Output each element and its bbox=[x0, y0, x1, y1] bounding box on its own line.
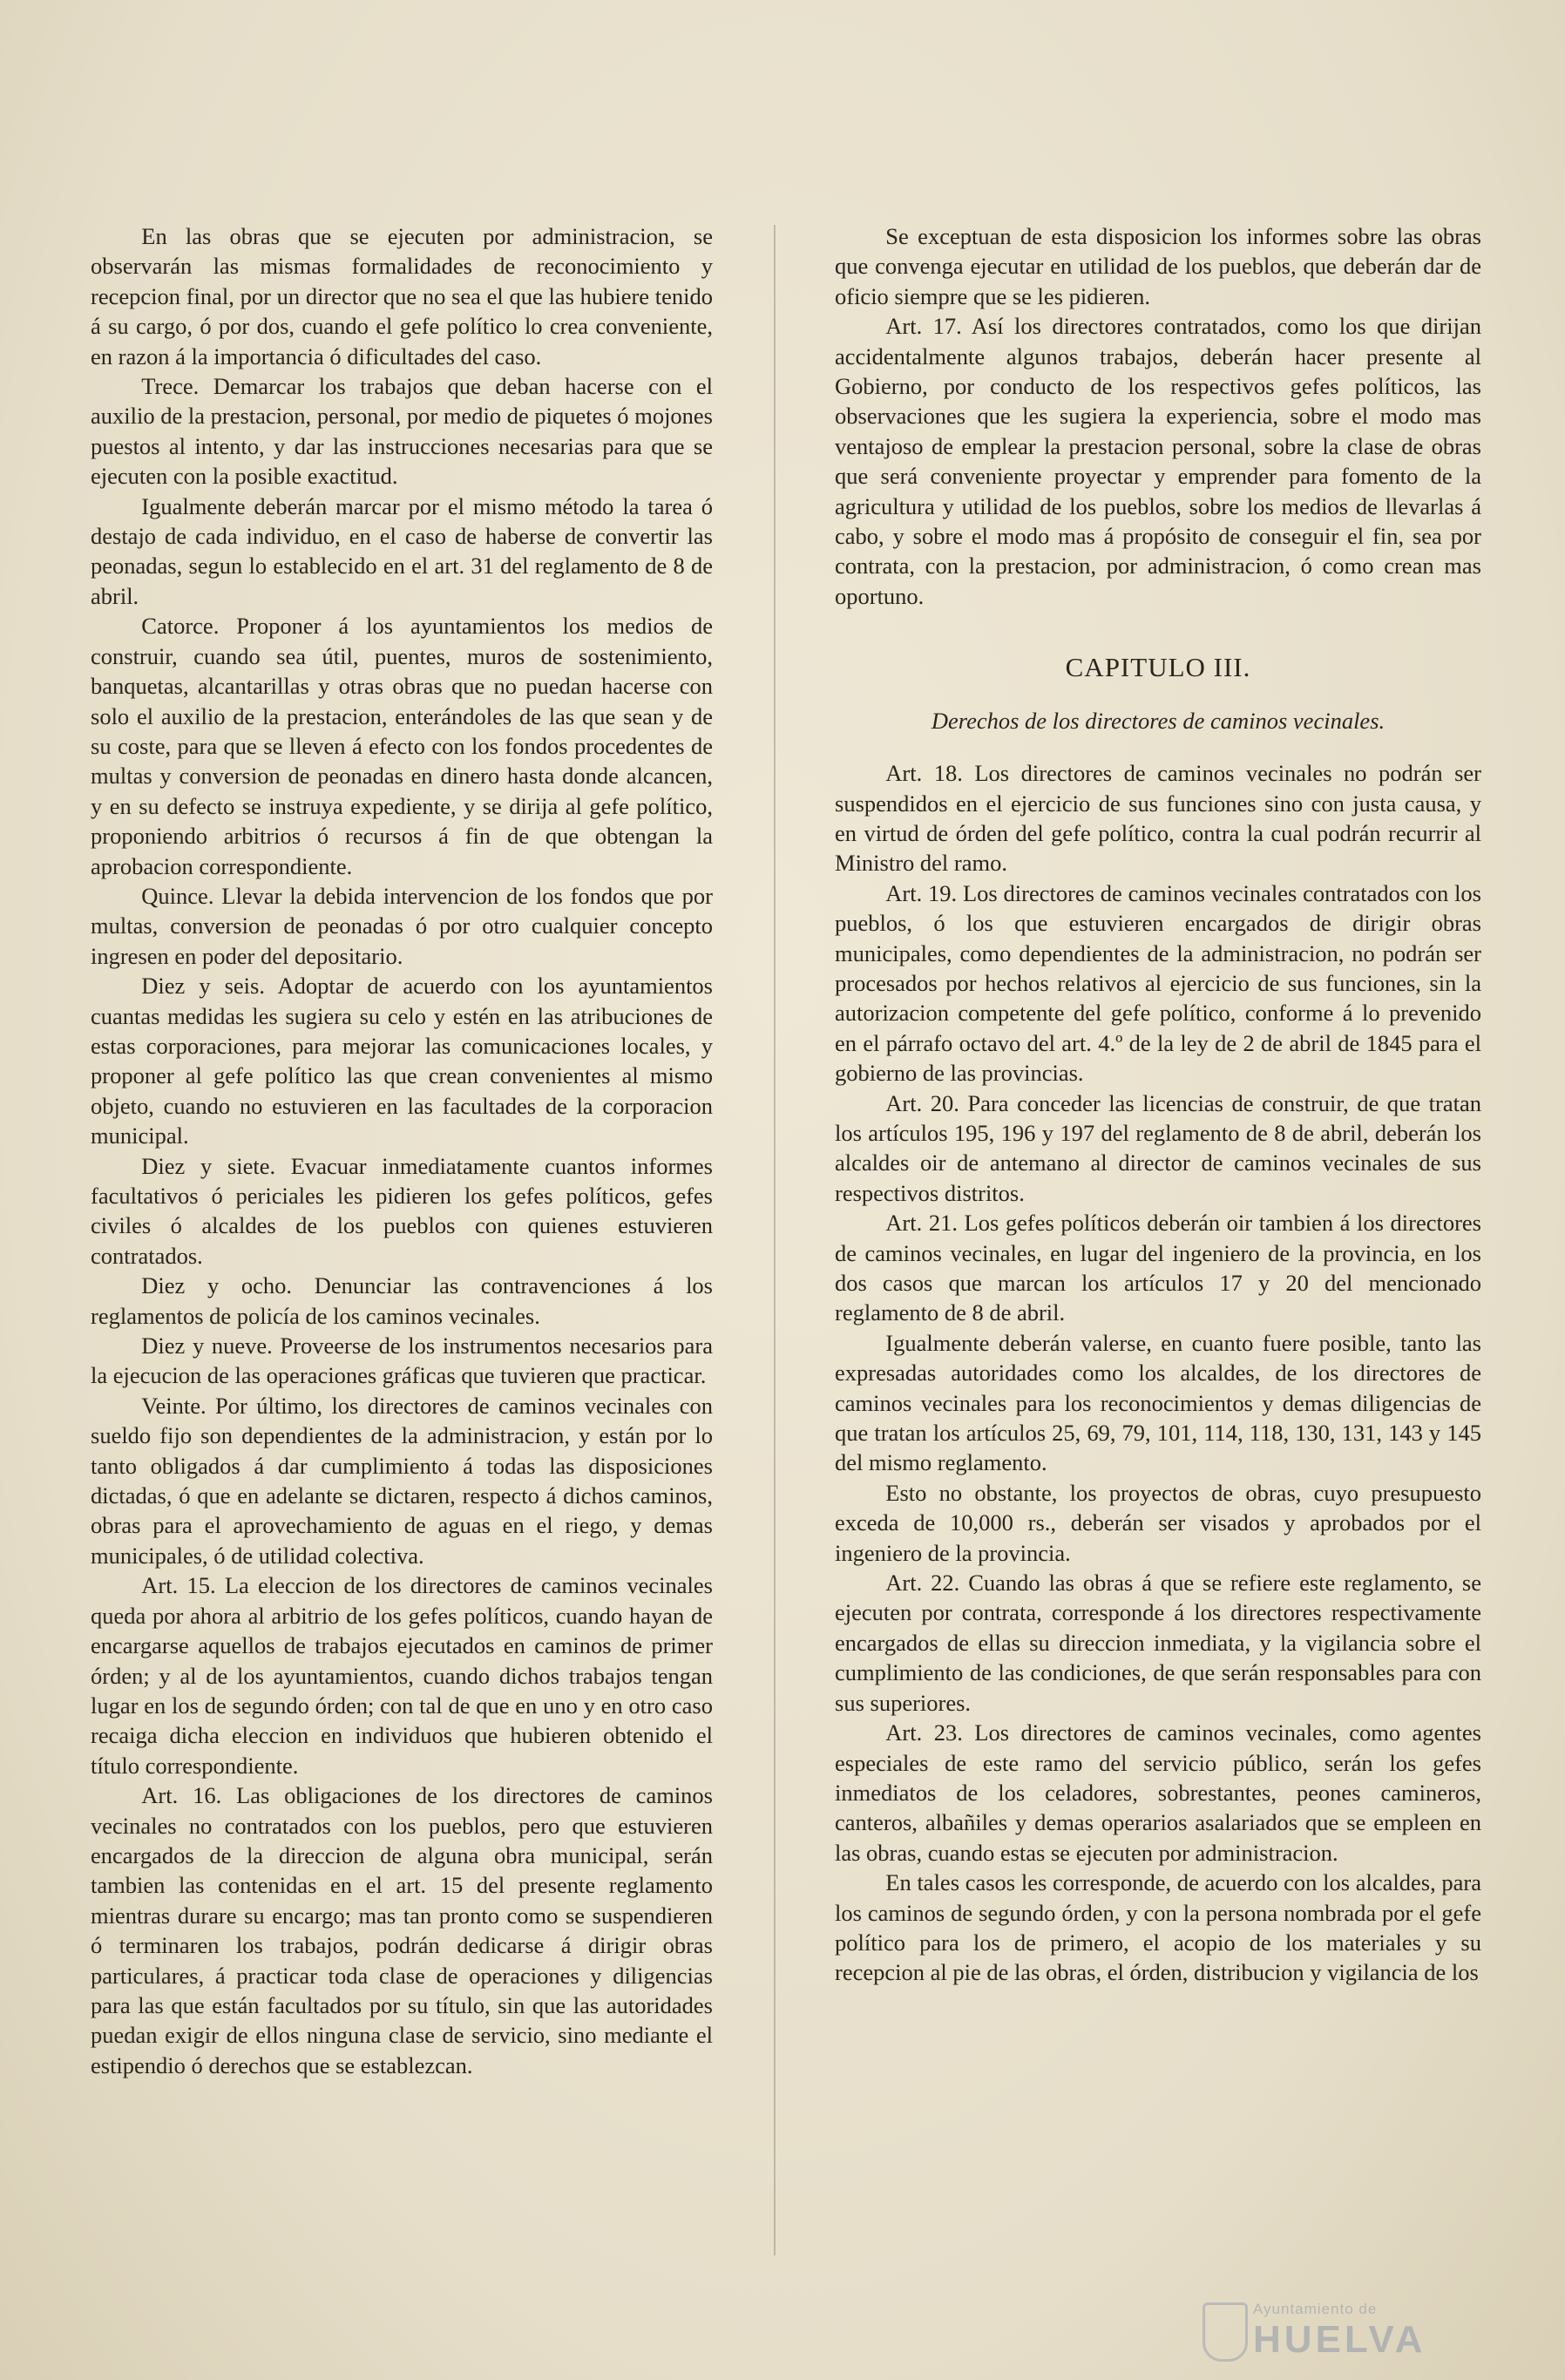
coat-of-arms-icon bbox=[1203, 2302, 1248, 2362]
paragraph: Quince. Llevar la debida intervencion de los fondos que por multas, conversion de peonadas ó por otro cualquier concepto ingresen en poder del depositario. bbox=[91, 882, 713, 969]
right-top-paragraphs bbox=[835, 221, 1481, 611]
paragraph: Se exceptuan de esta disposicion los informes sobre las obras que convenga ejecutar en utilidad de los pueblos, que deberán dar de oficio siempre que se les pidieren. bbox=[835, 223, 1481, 309]
chapter-subtitle: Derechos de los directores de caminos vecinales. bbox=[931, 707, 1385, 734]
paragraph: Art. 18. Los directores de caminos vecinales no podrán ser suspendidos en el ejercicio de sus funciones sino con justa causa, y en virtud de órden del gefe político, contra la cual podrán recurrir al Ministro del ramo. bbox=[835, 760, 1481, 877]
paragraph: Trece. Demarcar los trabajos que deban hacerse con el auxilio de la prestacion, personal, por medio de piquetes ó mojones puestos al intento, y dar las instrucciones necesarias para que se ejecuten con la posible exactitud. bbox=[91, 373, 713, 490]
paragraph: En las obras que se ejecuten por administracion, se observarán las mismas formalidades de reconocimiento y recepcion final, por un director que no sea el que las hubiere tenido á su cargo, ó por dos, cuando el gefe político lo crea conveniente, en razon á la importancia ó dificultades del caso. bbox=[91, 223, 713, 370]
column-divider bbox=[774, 225, 776, 2255]
paragraph: Diez y seis. Adoptar de acuerdo con los ayuntamientos cuantas medidas les sugiera su celo y estén en las atribuciones de estas corporaciones, para mejorar las comunicaciones locales, y proponer al gefe político las que crean convenientes al mismo objeto, cuando no estuvieren en las facultades de la corporacion municipal. bbox=[91, 973, 713, 1149]
paragraph: Art. 23. Los directores de caminos vecinales, como agentes especiales de este ramo del servicio público, serán los gefes inmediatos de los celadores, sobrestantes, peones camineros, canteros, albañiles y demas operarios asalariados que se empleen en las obras, cuando estas se ejecuten por administracion. bbox=[835, 1719, 1481, 1866]
paragraph: Diez y siete. Evacuar inmediatamente cuantos informes facultativos ó periciales les pidieren los gefes políticos, gefes civiles ó alcaldes de los pueblos con quienes estuvieren contratados. bbox=[91, 1152, 713, 1269]
paragraph: Art. 19. Los directores de caminos vecinales contratados con los pueblos, ó los que estuvieren encargados de dirigir obras municipales, como dependientes de la administracion, no podrán ser procesados por hechos relativos al ejercicio de sus funciones, sin la autorizacion competente del gefe político, conforme á lo prevenido en el párrafo octavo del art. 4.º de la ley de 2 de abril de 1845 para el gobierno de las provincias. bbox=[835, 879, 1481, 1087]
right-column bbox=[835, 221, 1481, 1988]
paragraph: Art. 22. Cuando las obras á que se refiere este reglamento, se ejecuten por contrata, corresponde á los directores respectivamente encargados de ellas su direccion inmediata, y la vigilancia sobre el cumplimiento de las condiciones, de que serán responsables para con sus superiores. bbox=[835, 1570, 1481, 1716]
paragraph: Catorce. Proponer á los ayuntamientos los medios de construir, cuando sea útil, puentes, muros de sostenimiento, banquetas, alcantarillas y otras obras que no puedan hacerse con solo el auxilio de la prestacion, enterándoles de las que sean y de su coste, para que se lleven á efecto con los fondos procedentes de multas y conversion de peonadas en dinero hasta donde alcancen, y en su defecto se instruya expediente, y se dirija al gefe político, proponiendo arbitrios ó recursos á fin de que obtengan la aprobacion correspondiente. bbox=[91, 613, 713, 879]
paragraph: Veinte. Por último, los directores de caminos vecinales con sueldo fijo son dependientes de la administracion, y están por lo tanto obligados á dar cumplimiento á todas las disposiciones dictadas, ó que en adelante se dictaren, respecto á dichos caminos, obras para el aprovechamiento de aguas en el riego, y demas municipales, ó de utilidad colectiva. bbox=[91, 1392, 713, 1569]
chapter-heading: CAPITULO III. bbox=[1065, 652, 1251, 683]
watermark-line2: HUELVA bbox=[1253, 2318, 1426, 2361]
paragraph: Art. 15. La eleccion de los directores de caminos vecinales queda por ahora al arbitrio de los gefes políticos, cuando hayan de encargarse aquellos de trabajos ejecutados en caminos de primer órden; y al de los ayuntamientos, cuando dichos trabajos tengan lugar en los de segundo órden; con tal de que en uno y en otro caso recaiga dicha eleccion en individuos que hubieren obtenido el título correspondiente. bbox=[91, 1572, 713, 1779]
paragraph: Art. 17. Así los directores contratados, como los que dirijan accidentalmente algunos trabajos, deberán hacer presente al Gobierno, por conducto de los respectivos gefes políticos, las observaciones que les sugiera la experiencia, sobre el modo mas ventajoso de emplear la prestacion personal, sobre la clase de obras que será conveniente proyectar y emprender para fomento de la agricultura y utilidad de los pueblos, sobre los medios de llevarlas á cabo, y sobre el modo mas á propósito de conseguir el fin, sea por contrata, con la prestacion, por administracion, ó como crean mas oportuno. bbox=[835, 313, 1481, 609]
right-body-paragraphs bbox=[835, 758, 1481, 1988]
archive-watermark bbox=[1203, 2301, 1516, 2363]
paragraph: Art. 20. Para conceder las licencias de construir, de que tratan los artículos 195, 196 y 197 del reglamento de 8 de abril, deberán los alcaldes oir de antemano al director de caminos vecinales de sus respectivos distritos. bbox=[835, 1089, 1481, 1206]
paragraph: Igualmente deberán valerse, en cuanto fuere posible, tanto las expresadas autoridades como los alcaldes, de los directores de caminos vecinales para los reconocimientos y demas diligencias de que tratan los artículos 25, 69, 79, 101, 114, 118, 130, 131, 143 y 145 del mismo reglamento. bbox=[835, 1329, 1481, 1476]
paragraph: Esto no obstante, los proyectos de obras, cuyo presupuesto exceda de 10,000 rs., deberán ser visados y aprobados por el ingeniero de la provincia. bbox=[835, 1479, 1481, 1566]
paragraph: Art. 21. Los gefes políticos deberán oir tambien á los directores de caminos vecinales, en lugar del ingeniero de la provincia, en los dos casos que marcan los artículos 17 y 20 del mencionado reglamento de 8 de abril. bbox=[835, 1210, 1481, 1326]
watermark-line1: Ayuntamiento de bbox=[1253, 2301, 1378, 2317]
paragraph: Art. 16. Las obligaciones de los directores de caminos vecinales no contratados con los pueblos, pero que estuvieren encargados de la direccion de alguna obra municipal, serán tambien las contenidas en el art. 15 del presente reglamento mientras durare su encargo; mas tan pronto como se suspendieren ó terminaren los trabajos, podrán dedicarse á dirigir obras particulares, á practicar toda clase de operaciones y diligencias para las que están facultados por su título, sin que las autoridades puedan exigir de ellos ninguna clase de servicio, sino mediante el estipendio ó derechos que se establezcan. bbox=[91, 1782, 713, 2078]
paragraph: Diez y nueve. Proveerse de los instrumentos necesarios para la ejecucion de las operaciones gráficas que tuvieren que practicar. bbox=[91, 1332, 713, 1389]
paragraph: Igualmente deberán marcar por el mismo método la tarea ó destajo de cada individuo, en el caso de haberse de convertir las peonadas, segun lo establecido en el art. 31 del reglamento de 8 de abril. bbox=[91, 492, 713, 609]
paragraph: En tales casos les corresponde, de acuerdo con los alcaldes, para los caminos de segundo órden, y con la persona nombrada por el gefe político para los de primero, el acopio de los materiales y su recepcion al pie de las obras, el órden, distribucion y vigilancia de los bbox=[835, 1869, 1481, 1986]
paragraph: Diez y ocho. Denunciar las contravenciones á los reglamentos de policía de los caminos vecinales. bbox=[91, 1272, 713, 1329]
left-column bbox=[91, 221, 713, 2080]
